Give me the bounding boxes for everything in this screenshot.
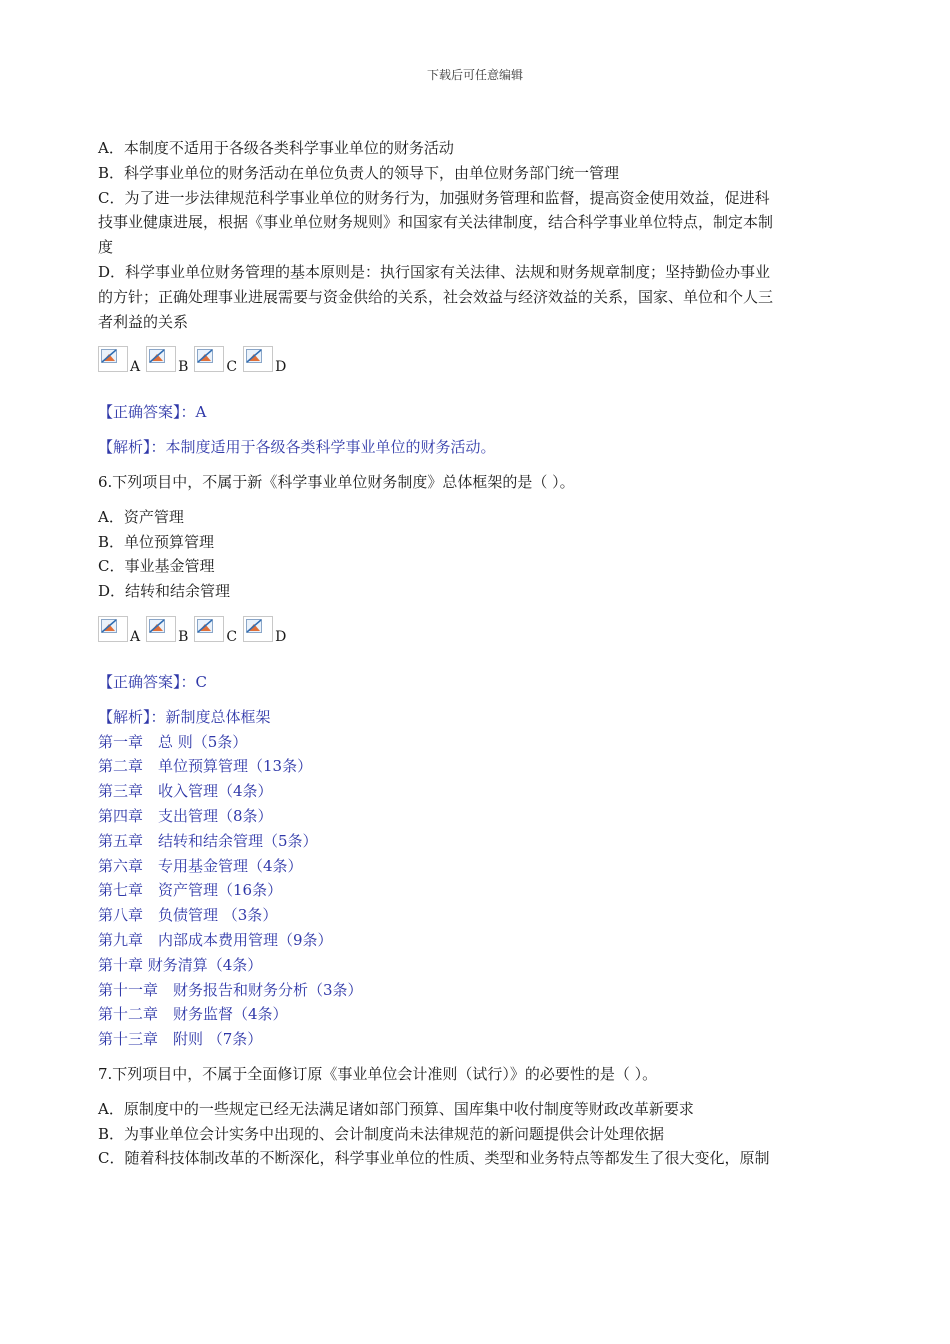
chapter-item: 第六章 专用基金管理（4条） [98, 856, 303, 875]
broken-image-icon [98, 616, 128, 642]
q5-option-c-line2: 技事业健康进展，根据《事业单位财务规则》和国家有关法律制度，结合科学事业单位特点，制定本制 [98, 213, 774, 232]
q5-analysis [98, 435, 858, 460]
chapter-item: 第九章 内部成本费用管理（9条） [98, 930, 333, 949]
broken-image-icon [243, 616, 273, 642]
q5-option-d-line2: 的方针；正确处理事业进展需要与资金供给的关系，社会效益与经济效益的关系，国家、单位和个人三 [98, 287, 774, 306]
q6-question: 6.下列项目中，不属于新《科学事业单位财务制度》总体框架的是（ ）。 [98, 472, 575, 491]
chapter-item: 第十二章 财务监督（4条） [98, 1005, 288, 1024]
q5-choice-d[interactable] [243, 346, 287, 376]
broken-image-icon [146, 616, 176, 642]
q5-correct-answer [98, 400, 858, 425]
answer-label: 【正确答案】： [98, 403, 196, 422]
q5-choice-a[interactable] [98, 346, 141, 376]
q6-option-d: D．结转和结余管理 [98, 582, 231, 601]
q5-option-b: B．科学事业单位的财务活动在单位负责人的领导下，由单位财务部门统一管理 [98, 163, 620, 182]
document-body [98, 136, 858, 1171]
chapter-item: 第一章 总 则（5条） [98, 732, 248, 751]
chapter-item: 第七章 资产管理（16条） [98, 881, 283, 900]
analysis-label: 【解析】： [98, 707, 166, 726]
page-header-note: 下载后可任意编辑 [426, 68, 523, 82]
broken-image-icon [194, 346, 224, 372]
q7-option-c-line1: C．随着科技体制改革的不断深化，科学事业单位的性质、类型和业务特点等都发生了很大变化，原制 [98, 1149, 770, 1168]
choice-letter: D [275, 359, 287, 376]
q6-choice-c[interactable] [194, 616, 238, 645]
q7-question: 7.下列项目中，不属于全面修订原《事业单位会计准则（试行）》的必要性的是（ ）。 [98, 1064, 658, 1083]
choice-letter: C [226, 628, 238, 645]
q5-option-c-line3: 度 [98, 238, 114, 257]
q6-choice-b[interactable] [146, 616, 189, 645]
chapter-item: 第三章 收入管理（4条） [98, 782, 273, 801]
q7-option-a: A．原制度中的一些规定已经无法满足诸如部门预算、国库集中收付制度等财政改革新要求 [98, 1099, 694, 1118]
chapter-item: 第五章 结转和结余管理（5条） [98, 831, 318, 850]
chapter-item: 第八章 负债管理 （3条） [98, 906, 278, 925]
q6-choice-a[interactable] [98, 616, 141, 645]
q5-answer-choices [98, 338, 858, 376]
analysis-label: 【解析】： [98, 438, 166, 457]
q5-option-a: A．本制度不适用于各级各类科学事业单位的财务活动 [98, 139, 454, 157]
q6-option-b: B．单位预算管理 [98, 532, 215, 551]
q5-option-d-line3: 者利益的关系 [98, 312, 189, 331]
q6-answer-choices [98, 608, 858, 645]
choice-letter: D [275, 628, 287, 645]
choice-letter: A [130, 628, 141, 645]
q6-option-c: C．事业基金管理 [98, 557, 215, 576]
q5-option-c-line1: C．为了进一步法律规范科学事业单位的财务行为，加强财务管理和监督，提高资金使用效益，促进科 [98, 188, 770, 207]
broken-image-icon [194, 616, 224, 642]
choice-letter: A [130, 359, 141, 376]
q5-choice-b[interactable] [146, 346, 189, 376]
chapter-item: 第四章 支出管理（8条） [98, 806, 273, 825]
analysis-text: 本制度适用于各级各类科学事业单位的财务活动。 [165, 438, 496, 457]
q7-options [98, 1097, 858, 1171]
choice-letter: C [226, 359, 238, 376]
answer-value: A [195, 403, 207, 422]
choice-letter: B [178, 628, 189, 645]
q6-correct-answer [98, 670, 858, 695]
q6-options [98, 505, 858, 604]
q6-choice-d[interactable] [243, 616, 287, 645]
q6-option-a: A．资产管理 [98, 507, 184, 526]
choice-letter: B [178, 359, 189, 376]
q5-choice-c[interactable] [194, 346, 238, 376]
q5-options [98, 136, 858, 334]
analysis-text: 新制度总体框架 [165, 707, 271, 726]
chapter-item: 第二章 单位预算管理（13条） [98, 757, 313, 776]
answer-value: C [195, 672, 207, 691]
broken-image-icon [243, 346, 273, 372]
broken-image-icon [98, 346, 128, 372]
answer-label: 【正确答案】： [98, 672, 196, 691]
q7-option-b: B．为事业单位会计实务中出现的、会计制度尚未法律规范的新问题提供会计处理依据 [98, 1124, 665, 1143]
chapter-item: 第十章 财务清算（4条） [98, 955, 263, 974]
broken-image-icon [146, 346, 176, 372]
q6-analysis [98, 705, 858, 730]
q6-chapter-list [98, 730, 858, 1052]
chapter-item: 第十一章 财务报告和财务分析（3条） [98, 980, 363, 999]
q5-option-d-line1: D．科学事业单位财务管理的基本原则是：执行国家有关法律、法规和财务规章制度；坚持勤俭办事业 [98, 262, 771, 281]
chapter-item: 第十三章 附则 （7条） [98, 1030, 263, 1049]
